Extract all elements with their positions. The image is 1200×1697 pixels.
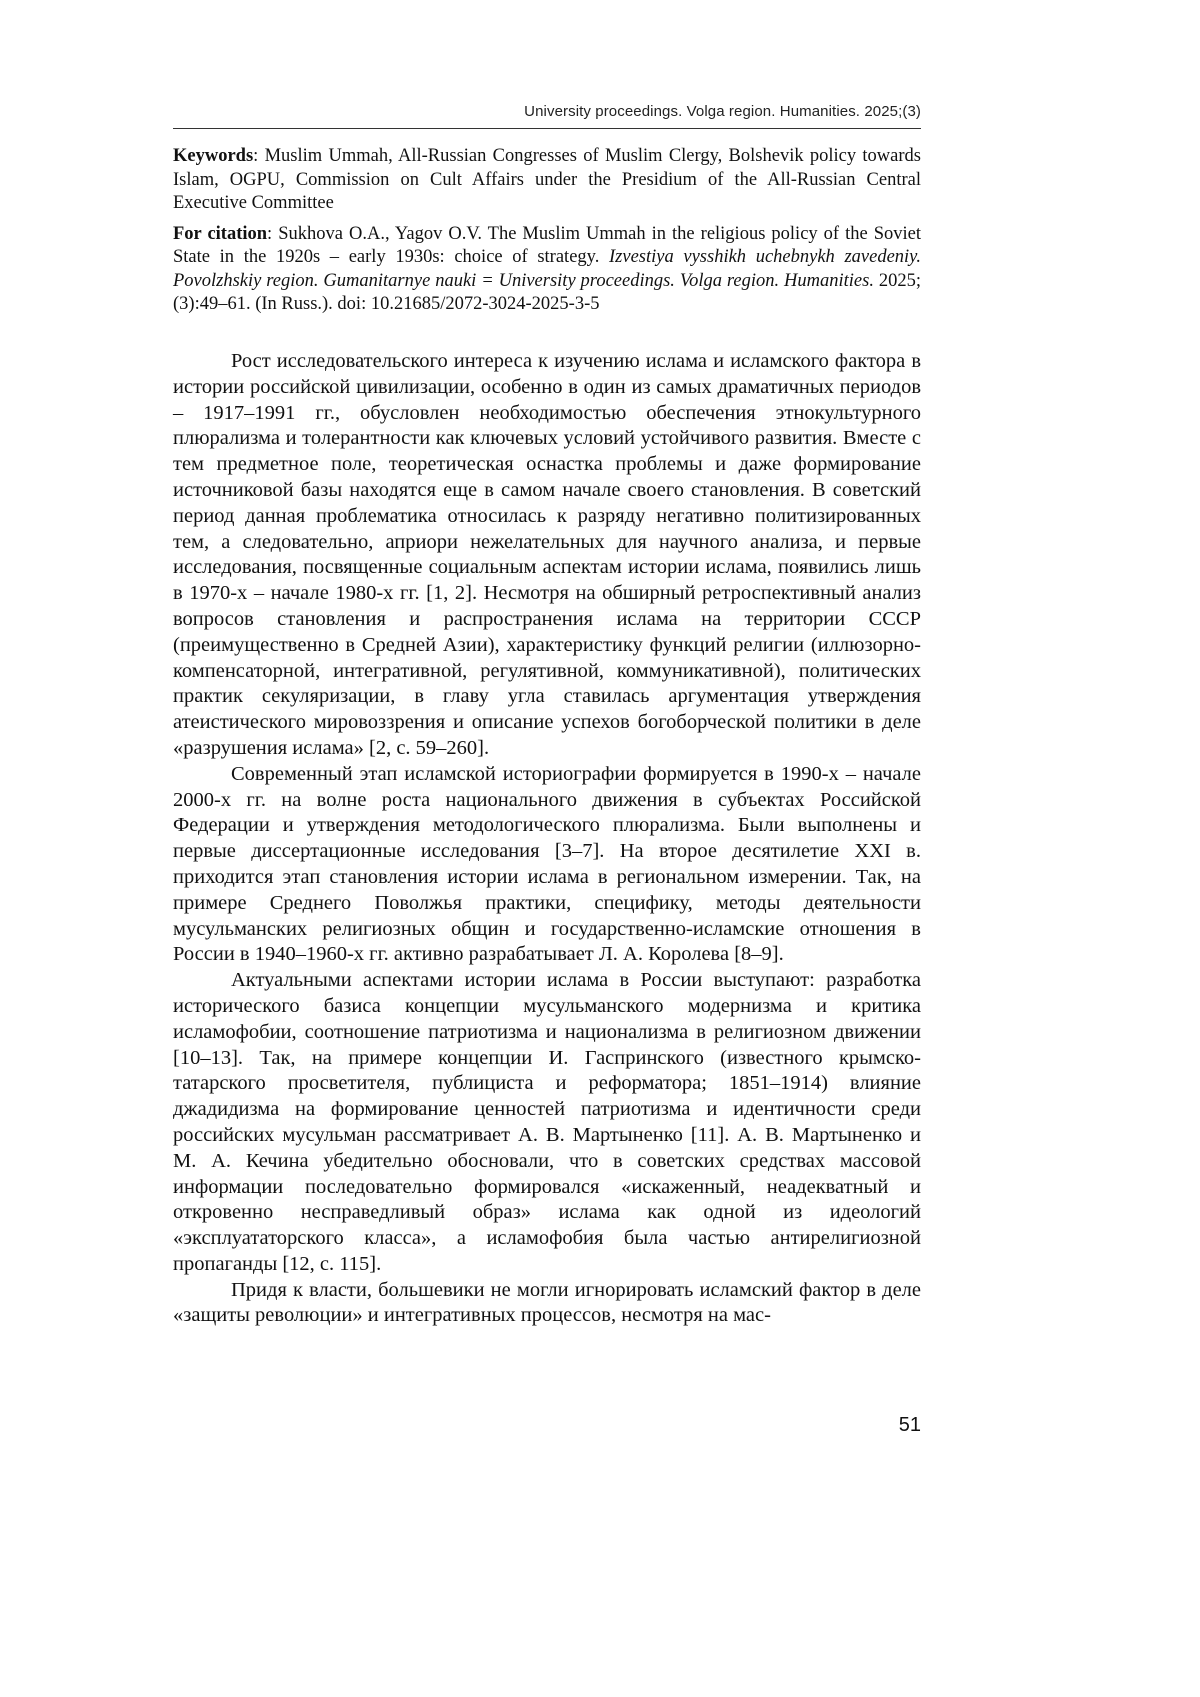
body-paragraph-1: Рост исследовательского интереса к изучению ислама и исламского фактора в истории российской цивилизации, особенно в один из самых драматичных периодов – 1917–1991 гг., обусловлен необходимостью обеспечения этнокультурного плюрализма и толерантности как ключевых условий устойчивого развития. Вместе с тем предметное поле, теоретическая оснастка проблемы и даже формирование источниковой базы находятся еще в самом начале своего становления. В советский период данная проблематика относилась к разряду негативно политизированных тем, а следовательно, априори нежелательных для научного анализа, и первые исследования, посвященные социальным аспектам истории ислама, появились лишь в 1970-х – начале 1980-х гг. [1, 2]. Несмотря на обширный ретроспективный анализ вопросов становления и распространения ислама на территории СССР (преимущественно в Средней Азии), характеристику функций религии (иллюзорно-компенсаторной, интегративной, регулятивной, коммуникативной), политических практик секуляризации, в главу угла ставилась аргументация утверждения атеистического мировоззрения и описание успехов богоборческой политики в деле «разрушения ислама» [2, с. 59–260]. <box>173 350 921 759</box>
citation-journal: Izvestiya vysshikh uchebnykh zavedeniy. Povolzhskiy region. Gumanitarnye nauki = University proceedings. Volga region. Humanities. <box>173 247 922 291</box>
keywords-block <box>173 145 921 216</box>
running-header: University proceedings. Volga region. Humanities. 2025;(3) <box>524 103 921 120</box>
header-rule <box>173 128 921 129</box>
body-paragraph-2: Современный этап исламской историографии формируется в 1990-х – начале 2000-х гг. на волне роста национального движения в субъектах Российской Федерации и утверждения методологического плюрализма. Были выполнены и первые диссертационные исследования [3–7]. На второе десятилетие XXI в. приходится этап становления истории ислама в региональном измерении. Так, на примере Среднего Поволжья практики, специфику, методы деятельности мусульманских религиозных общин и государственно-исламские отношения в России в 1940–1960-х гг. активно разрабатывает Л. А. Королева [8–9]. <box>173 762 921 966</box>
citation-label: For citation <box>173 223 268 244</box>
citation-details: 2025;(3):49–61. (In Russ.). doi: 10.21685/2072-3024-2025-3-5 <box>173 270 921 314</box>
article-metadata <box>173 145 921 324</box>
citation-text: : Sukhova O.A., Yagov O.V. The Muslim Ummah in the religious policy of the Soviet State in the 1920s – early 1930s: choice of strategy. <box>173 223 921 267</box>
page-number: 51 <box>898 1414 921 1436</box>
article-body <box>173 349 921 1329</box>
body-paragraph-3: Актуальными аспектами истории ислама в России выступают: разработка исторического базиса концепции мусульманского модернизма и критика исламофобии, соотношение патриотизма и национализма в религиозном движении [10–13]. Так, на примере концепции И. Гаспринского (известного крымско-татарского просветителя, публициста и реформатора; 1851–1914) влияние джадидизма на формирование ценностей патриотизма и идентичности среди российских мусульман рассматривает А. В. Мартыненко [11]. А. В. Мартыненко и М. А. Кечина убедительно обосновали, что в советских средствах массовой информации последовательно формировался «искаженный, неадекватный и откровенно несправедливый образ» ислама как одной из идеологий «эксплуататорского класса», а исламофобия была частью антирелигиозной пропаганды [12, с. 115]. <box>173 969 921 1275</box>
keywords-text: : Muslim Ummah, All-Russian Congresses of Muslim Clergy, Bolshevik policy towards Islam, OGPU, Commission on Cult Affairs under the Presidium of the All-Russian Central Executive Committee <box>173 146 921 213</box>
keywords-label: Keywords <box>173 146 254 166</box>
body-paragraph-4: Придя к власти, большевики не могли игнорировать исламский фактор в деле «защиты революции» и интегративных процессов, несмотря на мас- <box>173 1278 921 1327</box>
citation-block <box>173 223 921 317</box>
